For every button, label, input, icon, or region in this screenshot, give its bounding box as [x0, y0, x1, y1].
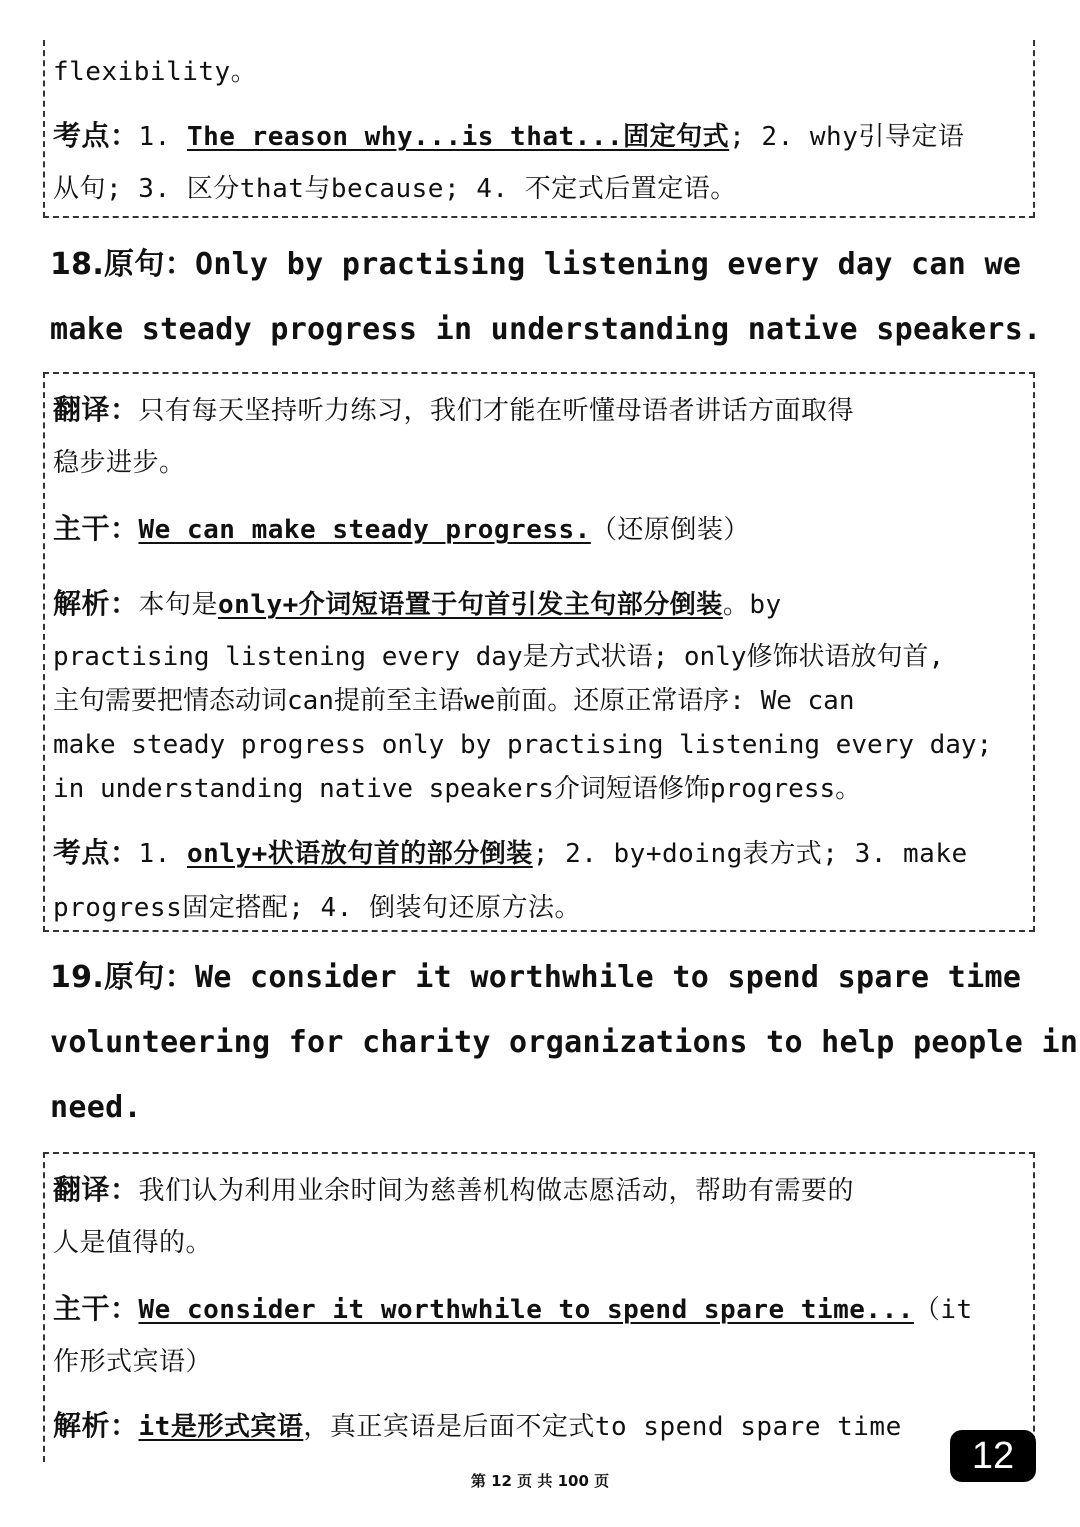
jiexi-label: 解析： [53, 1409, 139, 1442]
kaodian-line2: progress固定搭配; 4. 倒装句还原方法。 [53, 893, 581, 923]
kaodian-num: 1. [138, 839, 187, 869]
jiexi-line1 [53, 582, 1025, 627]
q18-sentence-line1: Only by practising listening every day can we [194, 247, 1022, 282]
jiexi-label: 解析： [53, 587, 139, 620]
continuation-text: flexibility。 [53, 57, 258, 87]
q19-sentence-line1: We consider it worthwhile to spend spare time [194, 960, 1022, 995]
kaodian-label: 考点： [53, 836, 139, 869]
jiexi-underlined: only+介词短语置于句首引发主句部分倒装 [218, 590, 723, 620]
fanyi-line2: 稳步进步。 [53, 448, 186, 478]
kaodian-line [53, 114, 1025, 159]
jiexi-rest: ，真正宾语是后面不定式to spend spare time [303, 1412, 902, 1442]
jiexi-line5: in understanding native speakers介词短语修饰progress。 [53, 774, 862, 804]
fanyi-text: 我们认为利用业余时间为慈善机构做志愿活动，帮助有需要的 [138, 1176, 855, 1206]
zhugan-underlined: We consider it worthwhile to spend spare time... [138, 1295, 914, 1325]
q18-sentence-line2: make steady progress in understanding native speakers. [50, 312, 1042, 347]
jiexi-line2: practising listening every day是方式状语; only修饰状语放句首, [53, 642, 945, 672]
fanyi-text: 只有每天坚持听力练习，我们才能在听懂母语者讲话方面取得 [138, 396, 855, 426]
q19-sentence-line2: volunteering for charity organizations to help people in [50, 1025, 1079, 1060]
zhugan-rest: （it [913, 1295, 973, 1325]
kaodian-line [53, 831, 1025, 876]
q18-analysis-box [43, 372, 1035, 932]
kaodian-line2: 从句; 3. 区分that与because; 4. 不定式后置定语。 [53, 174, 737, 204]
page-number-badge: 12 [950, 1430, 1036, 1482]
jiexi-line3: 主句需要把情态动词can提前至主语we前面。还原正常语序: We can [53, 686, 855, 716]
zhugan-label: 主干： [53, 1292, 139, 1325]
q19-heading [50, 945, 1079, 1140]
zhugan-label: 主干： [53, 512, 139, 545]
fanyi-line1 [53, 388, 1025, 433]
kaodian-label: 考点： [53, 119, 139, 152]
kaodian-num: 1. [138, 122, 187, 152]
fanyi-label: 翻译： [53, 393, 139, 426]
q19-number: 19.原句： [50, 960, 195, 995]
page-footer: 第 12 页 共 100 页 [470, 1472, 610, 1490]
zhugan-line [53, 1287, 1025, 1332]
fanyi-line2: 人是值得的。 [53, 1228, 213, 1258]
zhugan-line [53, 507, 1025, 552]
fanyi-line1 [53, 1168, 1025, 1213]
q18-number: 18.原句： [50, 247, 195, 282]
zhugan-rest: （还原倒装） [590, 515, 750, 545]
q18-heading [50, 232, 1040, 362]
jiexi-line1 [53, 1404, 1025, 1449]
jiexi-underlined: it是形式宾语 [138, 1412, 304, 1442]
zhugan-underlined: We can make steady progress. [138, 515, 591, 545]
kaodian-rest: ; 2. why引导定语 [729, 122, 965, 152]
q19-sentence-line3: need. [50, 1090, 142, 1125]
kaodian-underlined: only+状语放句首的部分倒装 [186, 839, 533, 869]
fanyi-label: 翻译： [53, 1173, 139, 1206]
jiexi-line4: make steady progress only by practising listening every day; [53, 730, 993, 760]
kaodian-underlined: The reason why...is that...固定句式 [186, 122, 730, 152]
kaodian-rest: ; 2. by+doing表方式; 3. make [532, 839, 968, 869]
jiexi-pre: 本句是 [138, 590, 219, 620]
jiexi-post: 。by [722, 590, 782, 620]
q19-analysis-box [43, 1152, 1035, 1462]
item17-analysis-box [43, 40, 1035, 218]
zhugan-line2: 作形式宾语） [53, 1347, 213, 1377]
